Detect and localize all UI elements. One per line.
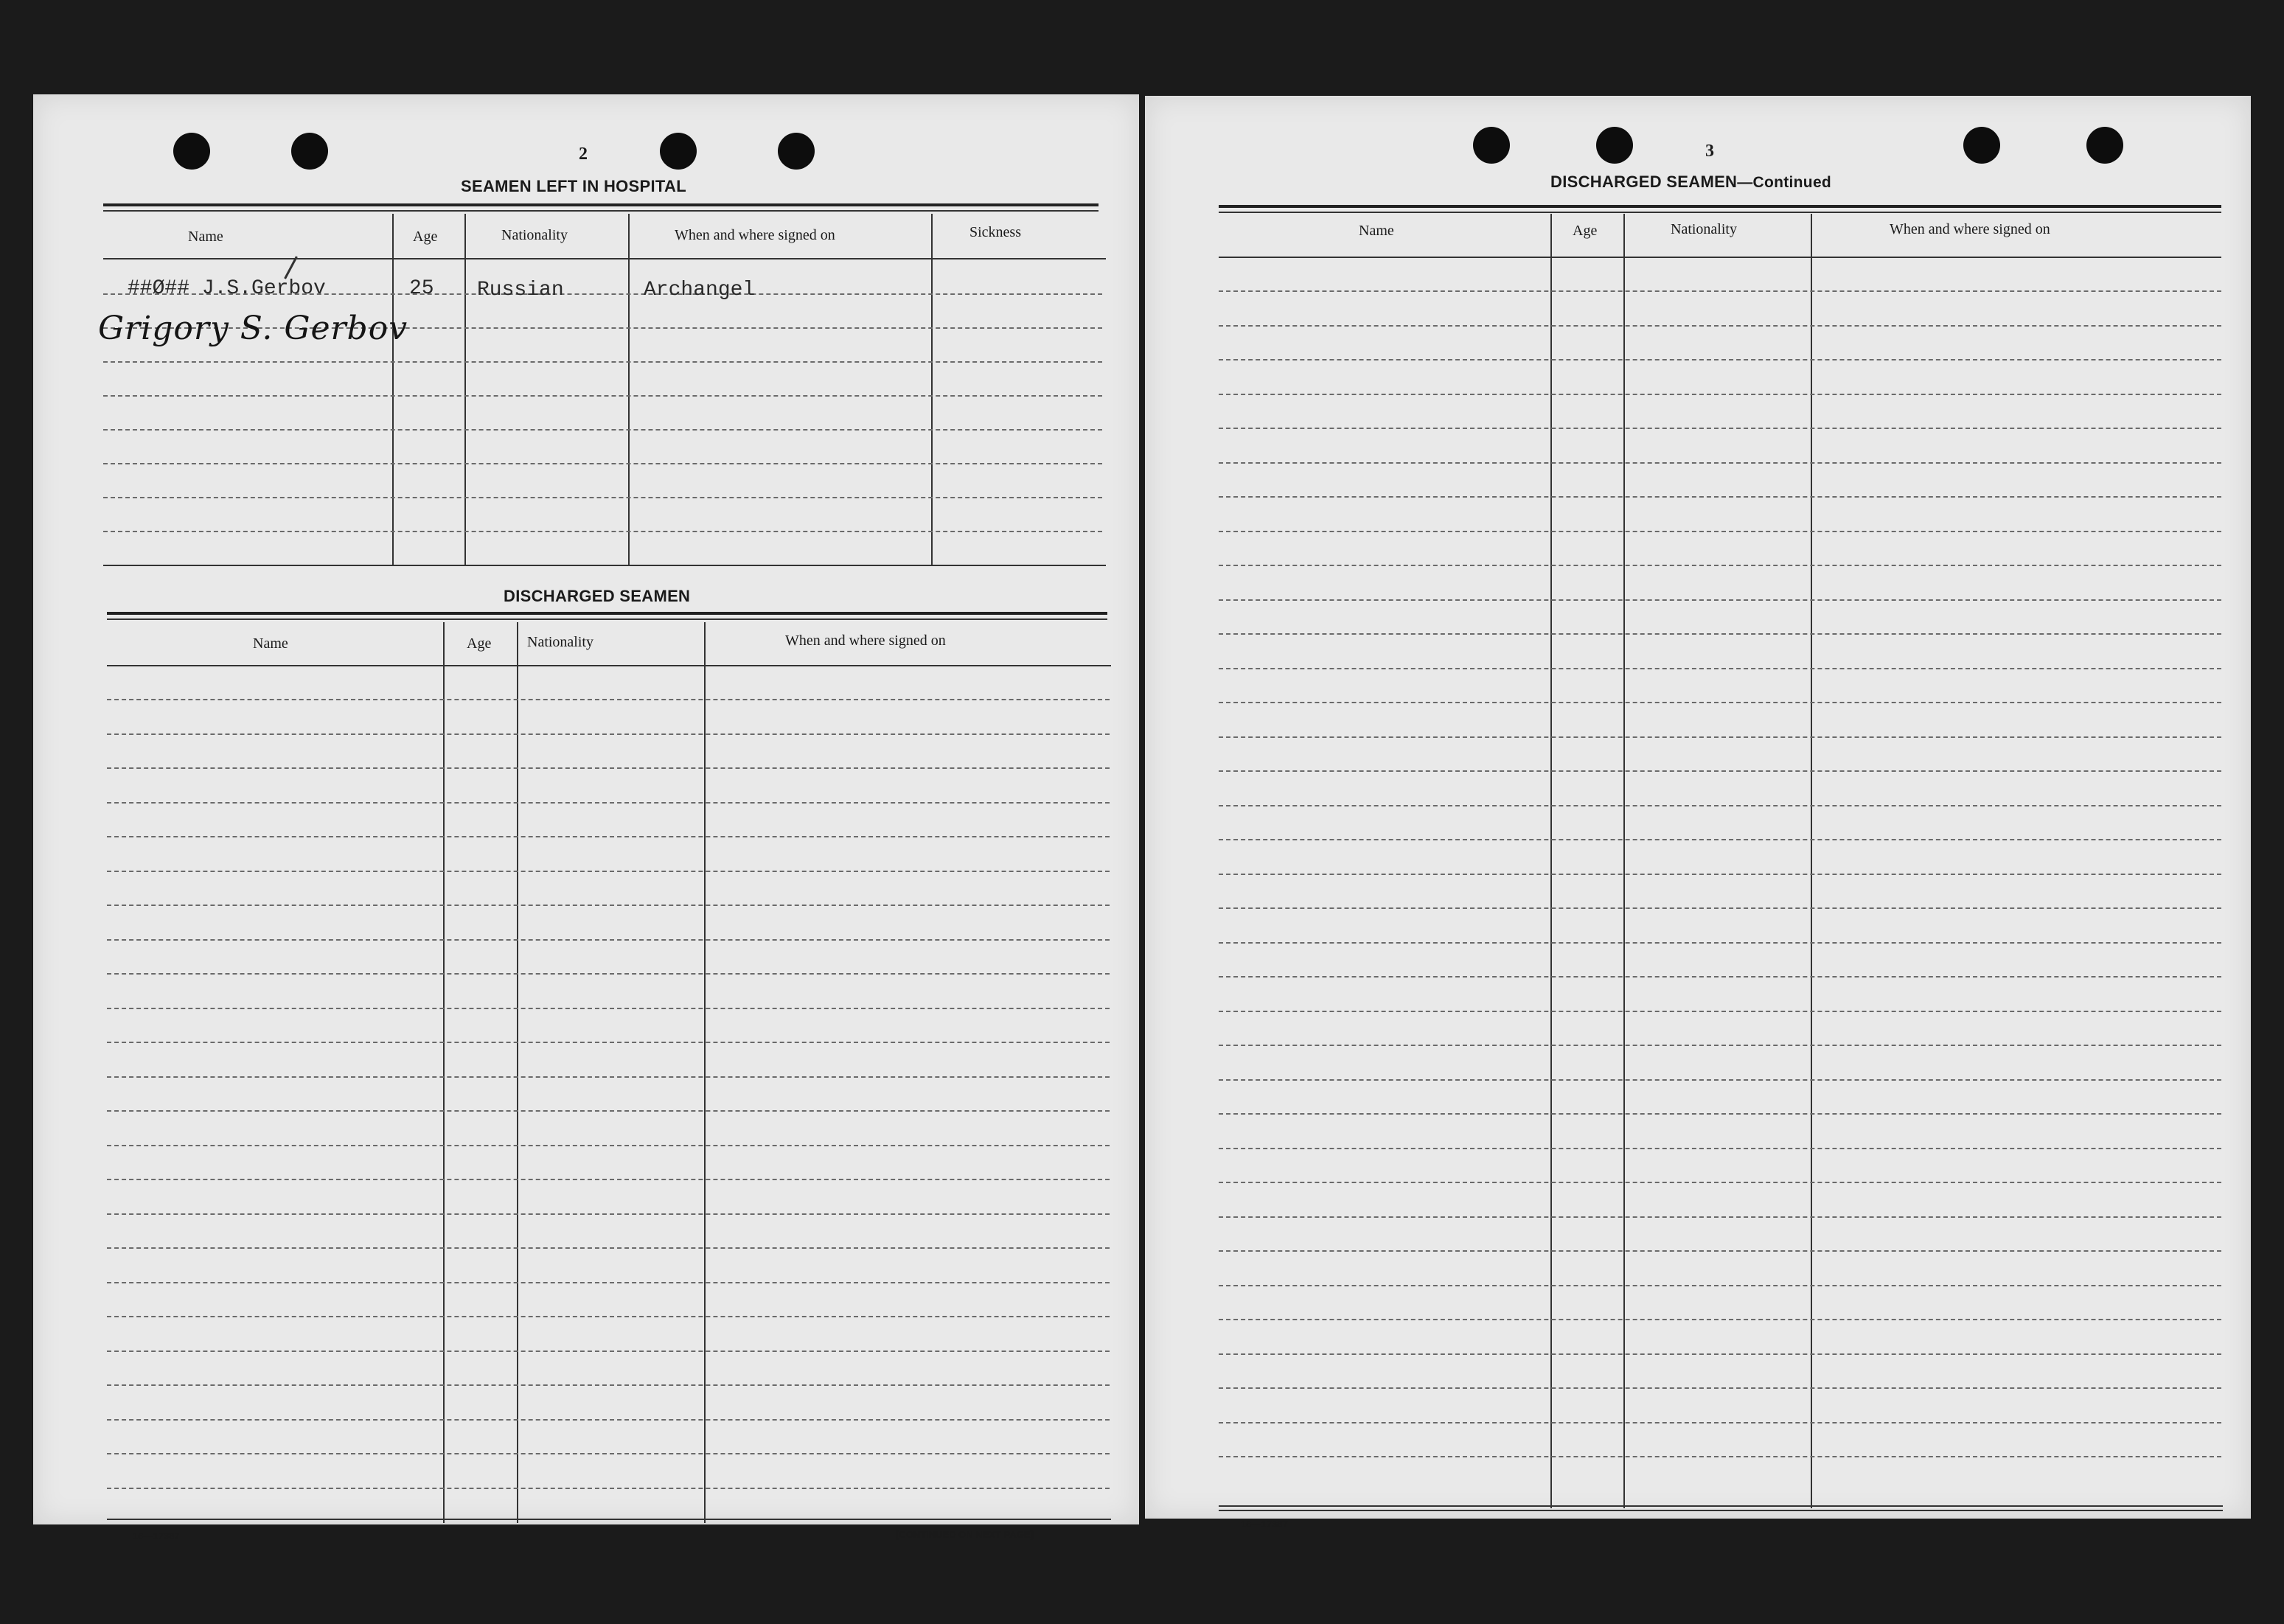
- punch-hole: [291, 133, 328, 170]
- discharged-col-nationality: Nationality: [527, 634, 593, 650]
- ruled-line: [1219, 1250, 2221, 1252]
- ruled-line: [107, 1419, 1110, 1421]
- ruled-line: [1219, 1285, 2221, 1286]
- ruled-line: [107, 939, 1110, 941]
- form-number: 16—17387: [1241, 1519, 1288, 1530]
- hospital-col-signed-on: When and where signed on: [675, 227, 835, 243]
- ruled-line: [1219, 839, 2221, 840]
- hospital-top-rule-2: [103, 210, 1099, 212]
- ruled-line: [107, 1247, 1110, 1249]
- ruled-line: [107, 1179, 1110, 1180]
- ruled-line: [107, 1076, 1110, 1078]
- ruled-line: [1219, 1387, 2221, 1389]
- right-header-rule: [1219, 257, 2221, 258]
- ruled-line: [1219, 428, 2221, 429]
- ruled-line: [107, 1384, 1110, 1386]
- hospital-col-divider: [392, 214, 394, 566]
- punch-hole: [1596, 127, 1633, 164]
- right-section-title-main: DISCHARGED SEAMEN: [1550, 172, 1738, 191]
- ruled-line: [1219, 976, 2221, 977]
- hospital-header-rule: [103, 258, 1106, 259]
- hospital-row-name-typed: ##Ø## J.S.Gerbov: [128, 277, 326, 300]
- ruled-line: [1219, 668, 2221, 669]
- ruled-line: [1219, 359, 2221, 360]
- page-number: 3: [1705, 142, 1714, 161]
- ruled-line: [1219, 496, 2221, 498]
- hospital-col-sickness: Sickness: [969, 224, 1021, 240]
- ruled-line: [107, 1453, 1110, 1454]
- ruled-line: [107, 699, 1110, 700]
- right-col-signed-on: When and where signed on: [1890, 221, 2050, 237]
- right-bottom-rule: [1219, 1505, 2223, 1507]
- ruled-line: [107, 1213, 1110, 1215]
- ruled-line: [103, 361, 1102, 363]
- ruled-line: [1219, 1319, 2221, 1320]
- hospital-row-signature: Grigory S. Gerbov: [98, 310, 408, 347]
- discharged-col-divider: [704, 622, 706, 1523]
- discharged-section-title: DISCHARGED SEAMEN: [504, 587, 691, 605]
- punch-hole: [660, 133, 697, 170]
- ruled-line: [107, 836, 1110, 837]
- ruled-line: [1219, 325, 2221, 327]
- discharged-bottom-rule: [107, 1519, 1111, 1520]
- ruled-line: [107, 1042, 1110, 1043]
- ruled-line: [1219, 1216, 2221, 1218]
- ruled-line: [107, 1145, 1110, 1146]
- ruled-line: [1219, 290, 2221, 292]
- discharged-top-rule: [107, 612, 1107, 615]
- ruled-line: [1219, 1422, 2221, 1423]
- right-col-name: Name: [1359, 223, 1394, 239]
- hospital-col-age: Age: [413, 229, 438, 245]
- ruled-line: [1219, 907, 2221, 909]
- right-top-rule-2: [1219, 212, 2221, 213]
- ruled-line: [107, 733, 1110, 735]
- ruled-line: [103, 429, 1102, 431]
- hospital-row-signed-on: Archangel: [644, 279, 756, 302]
- ruled-line: [1219, 599, 2221, 601]
- ruled-line: [1219, 1079, 2221, 1081]
- hospital-row-age: 25: [409, 277, 434, 300]
- ruled-line: [107, 905, 1110, 906]
- hospital-col-nationality: Nationality: [501, 227, 568, 243]
- discharged-col-divider: [517, 622, 518, 1523]
- ruled-line: [103, 395, 1102, 397]
- hospital-top-rule: [103, 203, 1099, 206]
- discharged-top-rule-2: [107, 618, 1107, 620]
- ruled-line: [107, 973, 1110, 975]
- hospital-col-name: Name: [188, 229, 223, 245]
- page-number: 2: [579, 144, 588, 164]
- ruled-line: [1219, 805, 2221, 806]
- right-top-rule: [1219, 205, 2221, 208]
- hospital-section-title: SEAMEN LEFT IN HOSPITAL: [461, 177, 686, 195]
- right-col-divider: [1623, 214, 1625, 1508]
- check-mark: [284, 256, 298, 279]
- ruled-line: [103, 463, 1102, 464]
- punch-hole: [173, 133, 210, 170]
- ruled-line: [1219, 1148, 2221, 1149]
- punch-hole: [1963, 127, 2000, 164]
- ruled-line: [107, 1351, 1110, 1352]
- right-bottom-rule-2: [1219, 1510, 2223, 1511]
- discharged-header-rule: [107, 665, 1111, 666]
- ruled-line: [1219, 702, 2221, 703]
- continued-note: [CONTINUED ON NEXT PAGE]: [896, 1529, 1034, 1540]
- ruled-line: [1219, 874, 2221, 875]
- discharged-col-age: Age: [467, 635, 492, 652]
- ruled-line: [1219, 770, 2221, 772]
- right-section-title-suffix: —Continued: [1737, 174, 1832, 191]
- right-col-nationality: Nationality: [1671, 221, 1737, 237]
- ruled-line: [107, 1488, 1110, 1489]
- ruled-line: [1219, 462, 2221, 464]
- ruled-line: [107, 802, 1110, 804]
- ruled-line: [1219, 1353, 2221, 1355]
- form-number: 16—17387: [133, 1530, 180, 1541]
- hospital-col-divider: [464, 214, 466, 566]
- right-col-divider: [1550, 214, 1552, 1508]
- ruled-line: [1219, 942, 2221, 944]
- ruled-line: [1219, 736, 2221, 738]
- punch-hole: [2086, 127, 2123, 164]
- punch-hole: [778, 133, 815, 170]
- ruled-line: [1219, 633, 2221, 635]
- ruled-line: [1219, 1456, 2221, 1457]
- ruled-line: [1219, 1113, 2221, 1115]
- ruled-line: [1219, 531, 2221, 532]
- right-col-divider: [1811, 214, 1812, 1508]
- hospital-col-divider: [931, 214, 933, 565]
- ruled-line: [1219, 1182, 2221, 1183]
- right-page: [1145, 96, 2251, 1530]
- right-section-title: [1550, 172, 1831, 192]
- punch-hole: [1473, 127, 1510, 164]
- ruled-line: [107, 871, 1110, 872]
- hospital-row-nationality: Russian: [477, 279, 564, 302]
- ruled-line: [1219, 394, 2221, 395]
- ruled-line: [107, 1008, 1110, 1009]
- left-page: [33, 94, 1139, 1541]
- ruled-line: [107, 767, 1110, 769]
- hospital-bottom-rule: [103, 565, 1106, 566]
- right-col-age: Age: [1573, 223, 1598, 239]
- ruled-line: [103, 497, 1102, 498]
- ruled-line: [1219, 1011, 2221, 1012]
- discharged-col-name: Name: [253, 635, 288, 652]
- ruled-line: [107, 1316, 1110, 1317]
- hospital-col-divider: [628, 214, 630, 566]
- discharged-col-signed-on: When and where signed on: [785, 632, 946, 649]
- ruled-line: [1219, 1045, 2221, 1046]
- ruled-line: [107, 1110, 1110, 1112]
- discharged-col-divider: [443, 622, 445, 1523]
- ruled-line: [1219, 565, 2221, 566]
- ruled-line: [107, 1282, 1110, 1283]
- ruled-line: [103, 531, 1102, 532]
